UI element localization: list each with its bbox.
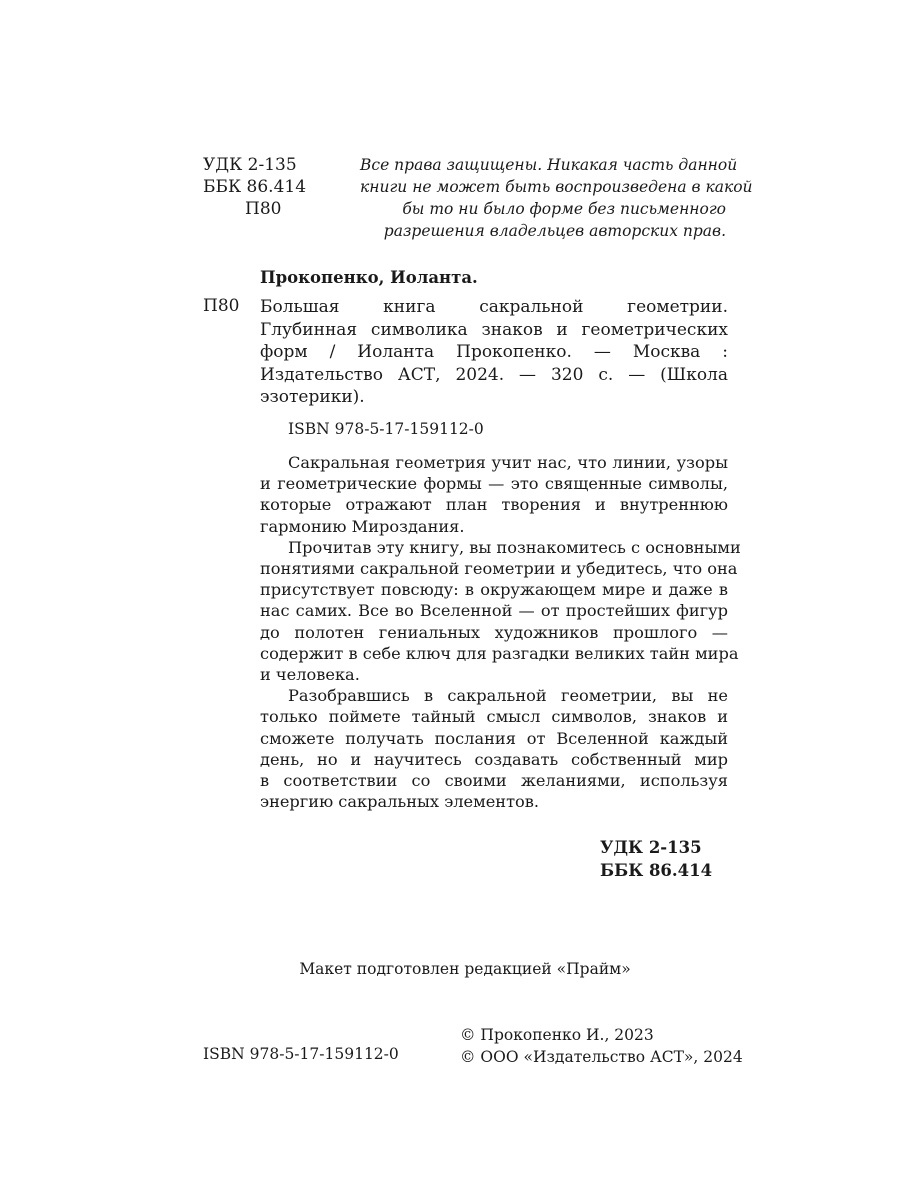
annotation-line: энергию сакральных элементов.: [260, 792, 540, 812]
biblio-line: форм / Иоланта Прокопенко. — Москва :: [260, 342, 728, 362]
annotation-line: Прочитав эту книгу, вы познакомитесь с основными: [288, 537, 741, 557]
annotation-line: день, но и научитесь создавать собственный мир: [260, 749, 728, 769]
imprint-note: [0, 960, 900, 978]
rights-line: бы то ни было форме без письменного: [402, 200, 726, 218]
biblio-line: Издательство АСТ, 2024. — 320 с. — (Школа: [260, 364, 728, 385]
annotation-line: Сакральная геометрия учит нас, что линии, узоры: [288, 453, 728, 472]
annotation-line: понятиями сакральной геометрии и убедитесь, что она: [260, 559, 738, 579]
catalog-code: П80: [203, 296, 240, 316]
imprint-text: Макет подготовлен редакцией «Прайм»: [299, 960, 631, 978]
isbn-footer: ISBN 978-5-17-159112-0: [203, 1045, 399, 1063]
rights-notice: [360, 154, 753, 242]
copyright-block: [460, 1024, 743, 1068]
bbk-code: ББК 86.414: [203, 177, 307, 197]
bibliographic-description: [260, 296, 728, 409]
rights-line: книги не может быть воспроизведена в какой: [360, 178, 753, 196]
isbn-main: ISBN 978-5-17-159112-0: [288, 420, 484, 438]
rights-line: разрешения владельцев авторских прав.: [383, 222, 726, 240]
bottom-udk-code: УДК 2-135: [600, 838, 702, 857]
classification-codes: [203, 154, 313, 220]
udk-code: УДК 2-135: [203, 155, 297, 175]
annotation-line: которые отражают план творения и внутреннюю: [260, 495, 728, 515]
annotation-line: нас самих. Все во Вселенной — от простейших фигур: [260, 601, 728, 621]
author-mark: П80: [245, 199, 282, 219]
annotation-line: и геометрические формы — это священные символы,: [260, 474, 728, 494]
copyright-author: © Прокопенко И., 2023: [460, 1026, 654, 1044]
annotation: [260, 452, 741, 812]
bottom-classification-codes: [600, 836, 728, 882]
annotation-line: сможете получать послания от Вселенной каждый: [260, 728, 728, 748]
annotation-line: Разобравшись в сакральной геометрии, вы не: [288, 686, 728, 706]
author-heading: Прокопенко, Иоланта.: [260, 268, 478, 287]
rights-line: Все права защищены. Никакая часть данной: [360, 156, 738, 174]
annotation-line: присутствует повсюду: в окружающем мире и даже в: [260, 580, 728, 600]
biblio-line: Глубинная символика знаков и геометрических: [260, 319, 728, 340]
biblio-line: эзотерики).: [260, 387, 365, 407]
annotation-line: содержит в себе ключ для разгадки великих тайн мира: [260, 643, 739, 663]
annotation-line: и человека.: [260, 665, 360, 685]
annotation-line: только поймете тайный смысл символов, знаков и: [260, 707, 728, 727]
biblio-line: Большая книга сакральной геометрии.: [260, 297, 728, 317]
annotation-line: гармонию Мироздания.: [260, 516, 465, 536]
annotation-line: до полотен гениальных художников прошлого —: [260, 622, 728, 642]
bottom-bbk-code: ББК 86.414: [600, 861, 713, 880]
annotation-line: в соответствии со своими желаниями, используя: [260, 771, 728, 791]
copyright-publisher: © ООО «Издательство АСТ», 2024: [460, 1048, 743, 1066]
